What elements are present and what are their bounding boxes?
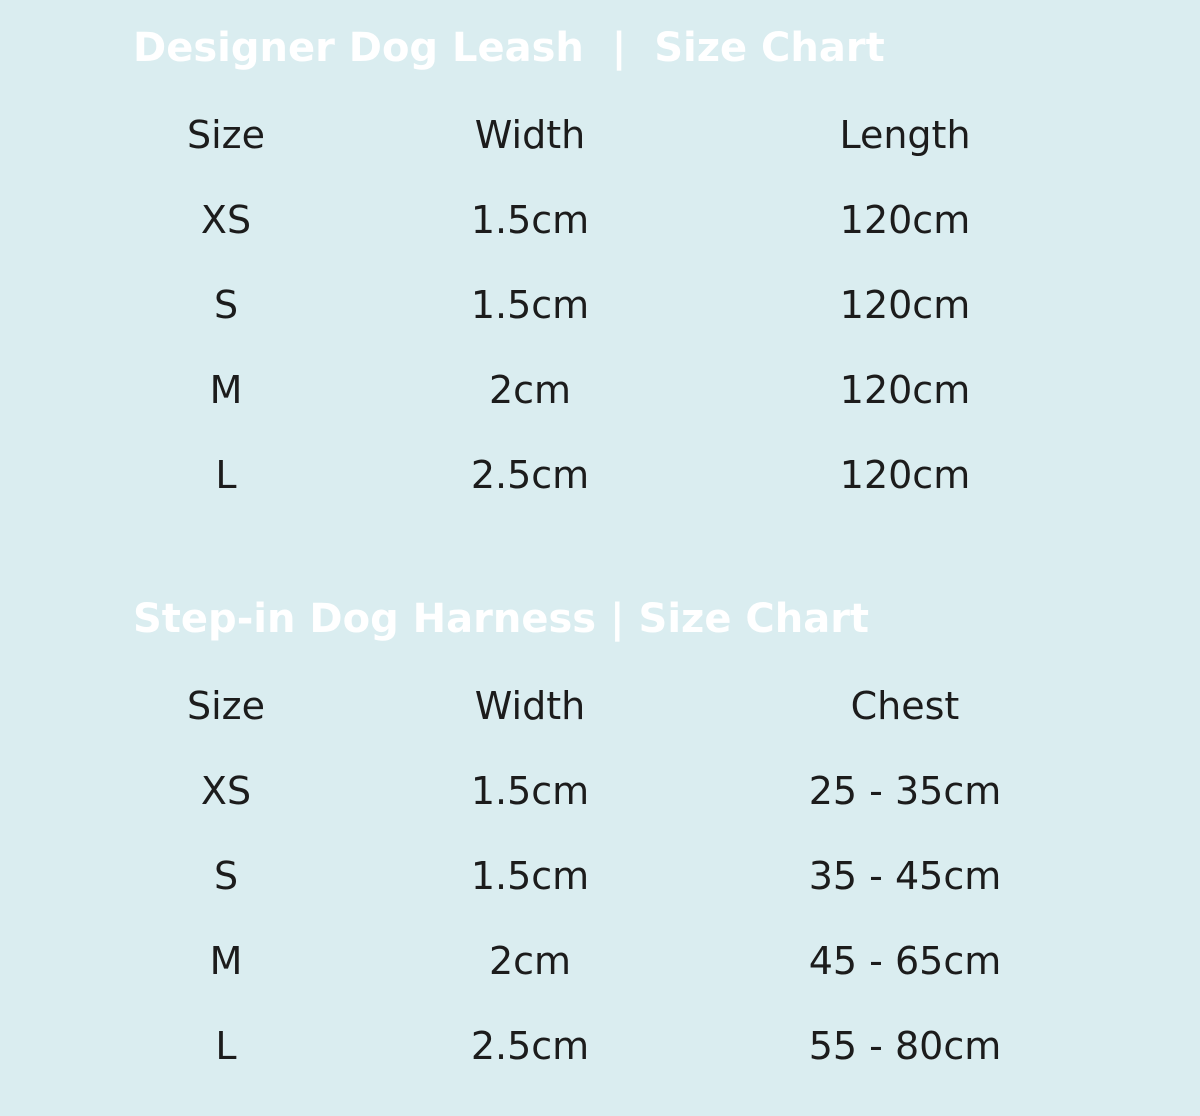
- leash-header-width: Width: [474, 113, 586, 157]
- leash-header-length: Length: [839, 113, 971, 157]
- harness-size-cell: M: [209, 939, 243, 983]
- leash-length-cell: 120cm: [839, 283, 971, 327]
- harness-header-size: Size: [186, 684, 265, 728]
- harness-width-cell: 2.5cm: [470, 1024, 590, 1068]
- harness-chest-cell: 25 - 35cm: [808, 769, 1002, 813]
- harness-width-cell: 1.5cm: [470, 769, 590, 813]
- harness-width-cell: 2cm: [488, 939, 572, 983]
- leash-size-cell: L: [215, 453, 237, 497]
- leash-width-cell: 1.5cm: [470, 198, 590, 242]
- leash-size-cell: S: [213, 283, 239, 327]
- leash-size-cell: XS: [200, 198, 252, 242]
- leash-size-cell: M: [209, 368, 243, 412]
- harness-header-width: Width: [474, 684, 586, 728]
- harness-header-chest: Chest: [850, 684, 960, 728]
- harness-chest-cell: 35 - 45cm: [808, 854, 1002, 898]
- leash-header-size: Size: [186, 113, 265, 157]
- leash-length-cell: 120cm: [839, 368, 971, 412]
- harness-width-cell: 1.5cm: [470, 854, 590, 898]
- leash-width-cell: 2.5cm: [470, 453, 590, 497]
- leash-length-cell: 120cm: [839, 453, 971, 497]
- leash-width-cell: 2cm: [488, 368, 572, 412]
- harness-size-cell: L: [215, 1024, 237, 1068]
- harness-chest-cell: 45 - 65cm: [808, 939, 1002, 983]
- harness-size-chart-title: Step-in Dog Harness | Size Chart: [133, 596, 870, 642]
- harness-size-cell: XS: [200, 769, 252, 813]
- harness-size-cell: S: [213, 854, 239, 898]
- leash-size-chart-title: Designer Dog Leash | Size Chart: [133, 25, 885, 71]
- leash-width-cell: 1.5cm: [470, 283, 590, 327]
- leash-length-cell: 120cm: [839, 198, 971, 242]
- harness-chest-cell: 55 - 80cm: [808, 1024, 1002, 1068]
